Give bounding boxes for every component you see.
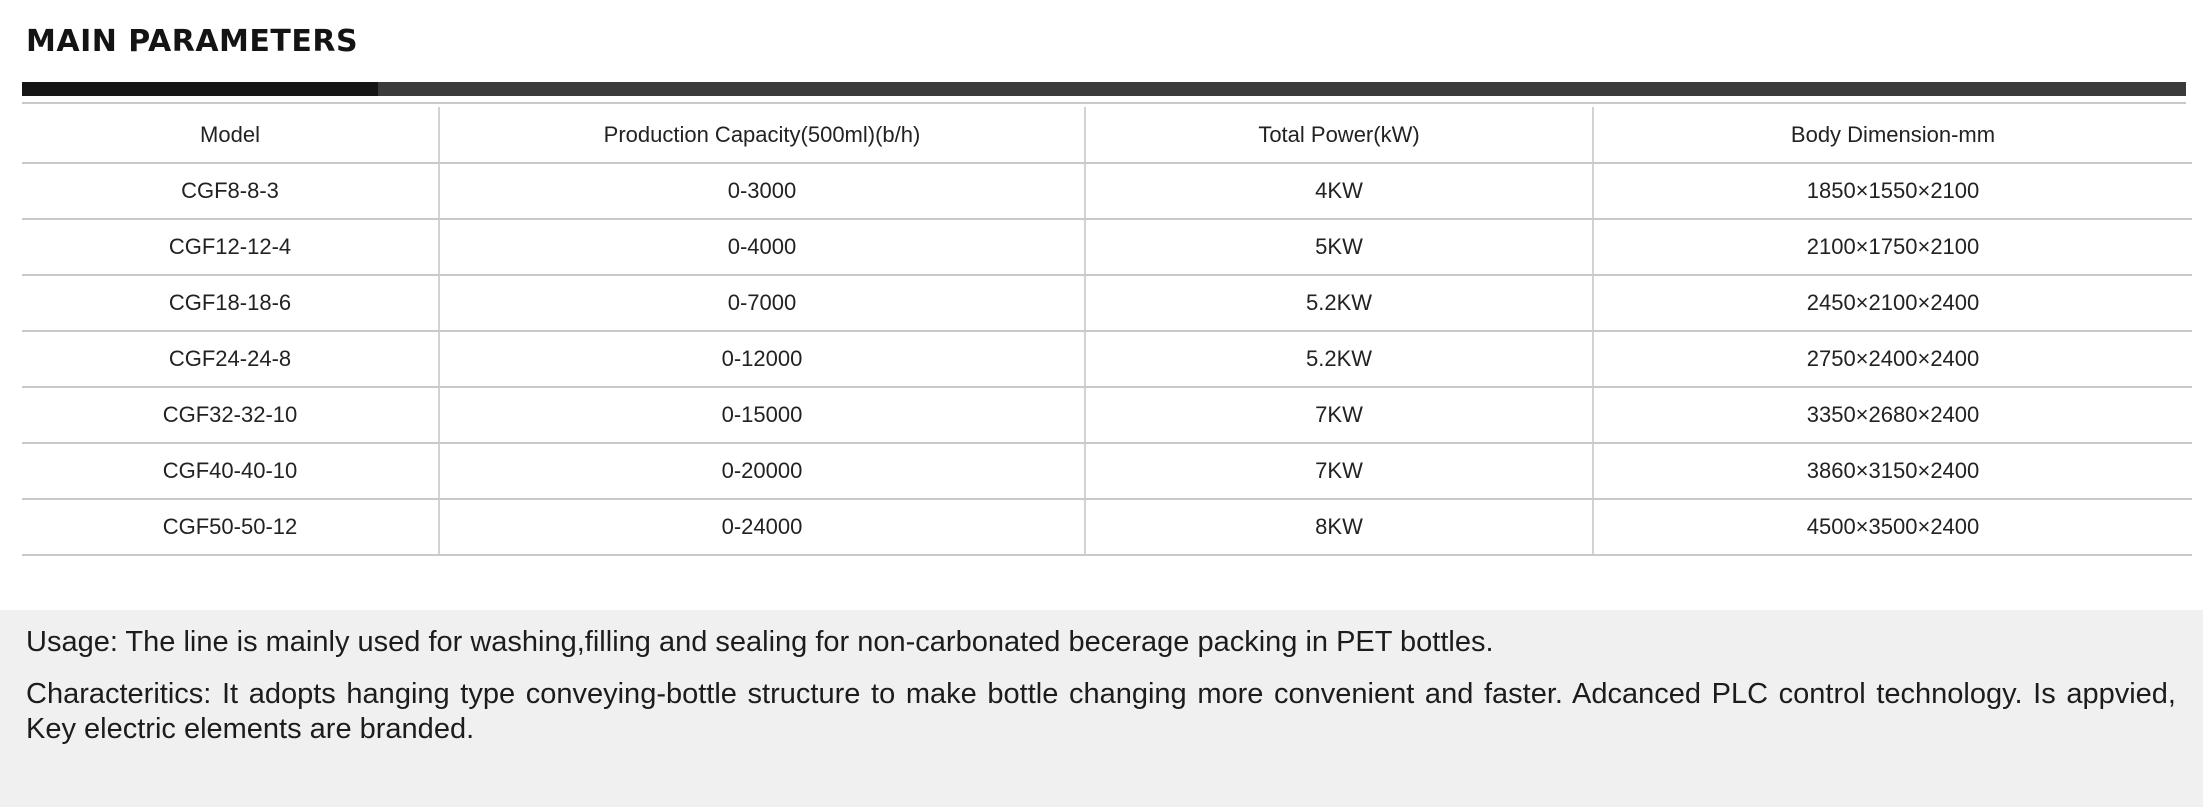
section-title: MAIN PARAMETERS bbox=[26, 24, 359, 59]
title-rule-accent bbox=[22, 82, 378, 96]
header-total-power: Total Power(kW) bbox=[1085, 107, 1593, 163]
cell-model: CGF24-24-8 bbox=[22, 331, 439, 387]
table-row bbox=[22, 163, 2192, 219]
characteristics-text: Characteritics: It adopts hanging type conveying-bottle structure to make bottle changing more convenient and faster. Adcanced PLC control technology. Is appvied, Key electric elements are branded. bbox=[26, 678, 2176, 745]
table-row bbox=[22, 443, 2192, 499]
cell-capacity: 0-15000 bbox=[439, 387, 1085, 443]
cell-model: CGF40-40-10 bbox=[22, 443, 439, 499]
usage-text: Usage: The line is mainly used for washing,filling and sealing for non-carbonated becerage packing in PET bottles. bbox=[26, 626, 1494, 658]
cell-capacity: 0-20000 bbox=[439, 443, 1085, 499]
cell-capacity: 0-12000 bbox=[439, 331, 1085, 387]
table-header-row bbox=[22, 107, 2192, 163]
header-model: Model bbox=[22, 107, 439, 163]
cell-dimension: 2450×2100×2400 bbox=[1593, 275, 2192, 331]
cell-capacity: 0-3000 bbox=[439, 163, 1085, 219]
parameters-table bbox=[22, 107, 2192, 556]
cell-capacity: 0-4000 bbox=[439, 219, 1085, 275]
cell-dimension: 2100×1750×2100 bbox=[1593, 219, 2192, 275]
title-rule-thin bbox=[22, 102, 2186, 104]
cell-model: CGF18-18-6 bbox=[22, 275, 439, 331]
cell-model: CGF8-8-3 bbox=[22, 163, 439, 219]
cell-model: CGF12-12-4 bbox=[22, 219, 439, 275]
cell-dimension: 2750×2400×2400 bbox=[1593, 331, 2192, 387]
header-production-capacity: Production Capacity(500ml)(b/h) bbox=[439, 107, 1085, 163]
cell-power: 8KW bbox=[1085, 499, 1593, 555]
table-row bbox=[22, 499, 2192, 555]
cell-power: 5.2KW bbox=[1085, 331, 1593, 387]
cell-dimension: 4500×3500×2400 bbox=[1593, 499, 2192, 555]
table-row bbox=[22, 387, 2192, 443]
cell-model: CGF50-50-12 bbox=[22, 499, 439, 555]
cell-power: 7KW bbox=[1085, 443, 1593, 499]
table-row bbox=[22, 219, 2192, 275]
cell-capacity: 0-24000 bbox=[439, 499, 1085, 555]
header-body-dimension: Body Dimension-mm bbox=[1593, 107, 2192, 163]
table-row bbox=[22, 331, 2192, 387]
notes-panel bbox=[0, 610, 2203, 807]
cell-dimension: 1850×1550×2100 bbox=[1593, 163, 2192, 219]
cell-power: 4KW bbox=[1085, 163, 1593, 219]
cell-dimension: 3350×2680×2400 bbox=[1593, 387, 2192, 443]
cell-power: 5KW bbox=[1085, 219, 1593, 275]
cell-dimension: 3860×3150×2400 bbox=[1593, 443, 2192, 499]
cell-model: CGF32-32-10 bbox=[22, 387, 439, 443]
cell-power: 7KW bbox=[1085, 387, 1593, 443]
cell-capacity: 0-7000 bbox=[439, 275, 1085, 331]
table-row bbox=[22, 275, 2192, 331]
cell-power: 5.2KW bbox=[1085, 275, 1593, 331]
